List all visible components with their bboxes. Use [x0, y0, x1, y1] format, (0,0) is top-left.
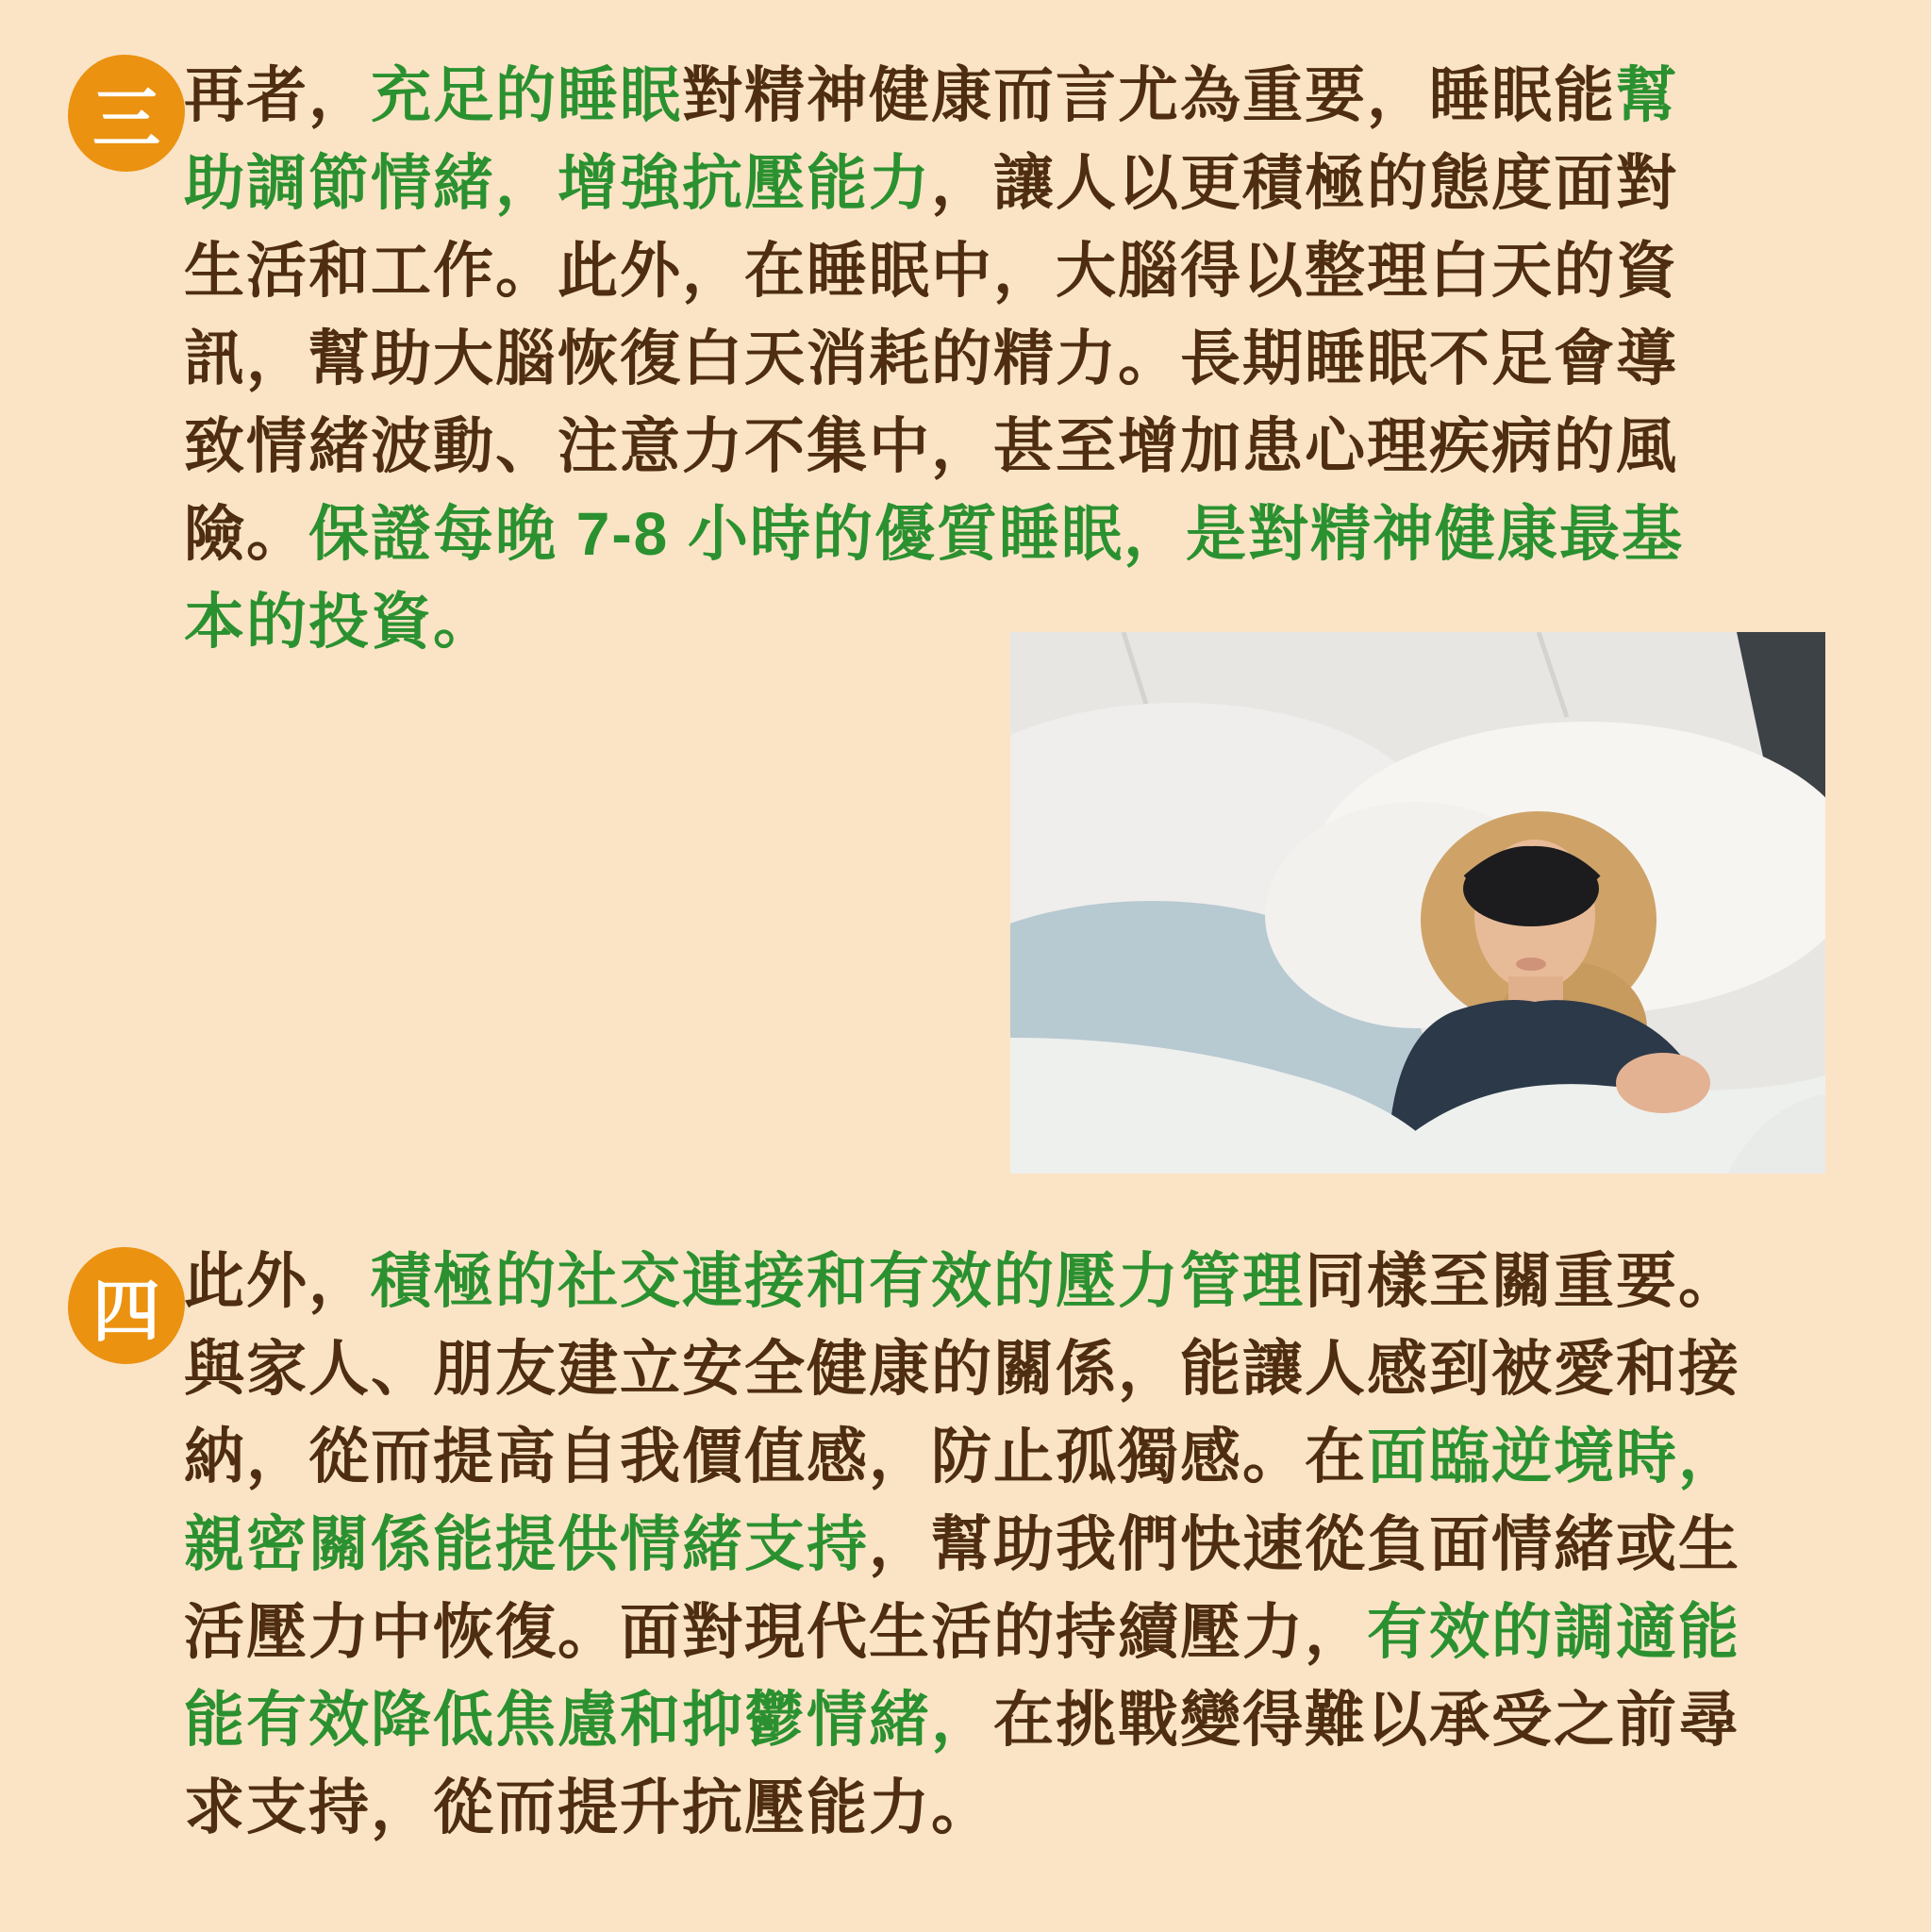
text-line [184, 227, 1755, 315]
text-run-brown: 納，從而提高自我價值感，防止孤獨感。在 [184, 1423, 1367, 1491]
section-four-paragraph [184, 1238, 1755, 1852]
text-run-brown: 求支持，從而提升抗壓能力。 [184, 1774, 993, 1841]
text-run-brown: 此外， [184, 1247, 371, 1315]
text-run-brown: 生活和工作。此外，在睡眠中，大腦得以整理白天的資 [184, 237, 1678, 305]
text-line [184, 52, 1755, 140]
text-run-green: 幫 [1616, 61, 1678, 129]
text-line [184, 491, 1755, 578]
text-run-brown: 訊，幫助大腦恢復白天消耗的精力。長期睡眠不足會導 [184, 325, 1678, 392]
text-line [184, 1676, 1755, 1764]
section-three-paragraph [184, 52, 1755, 666]
text-run-green: 保證每晚 7-8 小時的優質睡眠，是對精神健康最基 [308, 500, 1685, 568]
text-line [184, 1764, 1755, 1852]
text-run-brown: 對精神健康而言尤為重要，睡眠能 [682, 61, 1616, 129]
text-line [184, 1589, 1755, 1676]
text-run-brown: 同樣至關重要。 [1305, 1247, 1740, 1315]
text-lines [184, 1238, 1755, 1852]
text-line [184, 140, 1755, 227]
text-line [184, 1413, 1755, 1501]
sleeping-woman-photo [1010, 632, 1825, 1174]
text-run-brown: 致情緒波動、注意力不集中，甚至增加患心理疾病的風 [184, 412, 1678, 480]
text-run-brown: ，幫助我們快速從負面情緒或生 [869, 1510, 1740, 1578]
text-run-green: 充足的睡眠 [371, 61, 682, 129]
text-run-green: 本的投資。 [184, 588, 495, 656]
woman-hand [1616, 1053, 1710, 1113]
text-line [184, 315, 1755, 403]
text-run-green: 能有效降低焦慮和抑鬱情緒， [184, 1686, 993, 1754]
text-line [184, 1501, 1755, 1589]
woman-lips [1516, 958, 1546, 971]
section-four-badge [68, 1247, 185, 1364]
text-lines [184, 52, 1755, 666]
text-run-brown: 再者， [184, 61, 371, 129]
text-run-brown: 與家人、朋友建立安全健康的關係，能讓人感到被愛和接 [184, 1335, 1740, 1403]
text-run-green: 積極的社交連接和有效的壓力管理 [371, 1247, 1305, 1315]
text-run-brown: 在挑戰變得難以承受之前尋 [993, 1686, 1740, 1754]
text-run-green: 面臨逆境時， [1367, 1423, 1740, 1491]
text-run-green: 親密關係能提供情緒支持 [184, 1510, 869, 1578]
section-four-badge-label: 四 [92, 1274, 160, 1350]
text-run-green: 助調節情緒，增強抗壓能力 [184, 149, 931, 217]
sleeping-woman-illustration [1010, 632, 1825, 1174]
text-run-brown: 險。 [184, 500, 308, 568]
section-three-badge [68, 55, 185, 172]
text-run-brown: 活壓力中恢復。面對現代生活的持續壓力， [184, 1598, 1367, 1666]
text-line [184, 1238, 1755, 1325]
text-line [184, 1325, 1755, 1413]
text-line [184, 403, 1755, 491]
text-run-green: 有效的調適能 [1367, 1598, 1740, 1666]
text-run-brown: ，讓人以更積極的態度面對 [931, 149, 1678, 217]
section-three-badge-label: 三 [92, 82, 160, 158]
